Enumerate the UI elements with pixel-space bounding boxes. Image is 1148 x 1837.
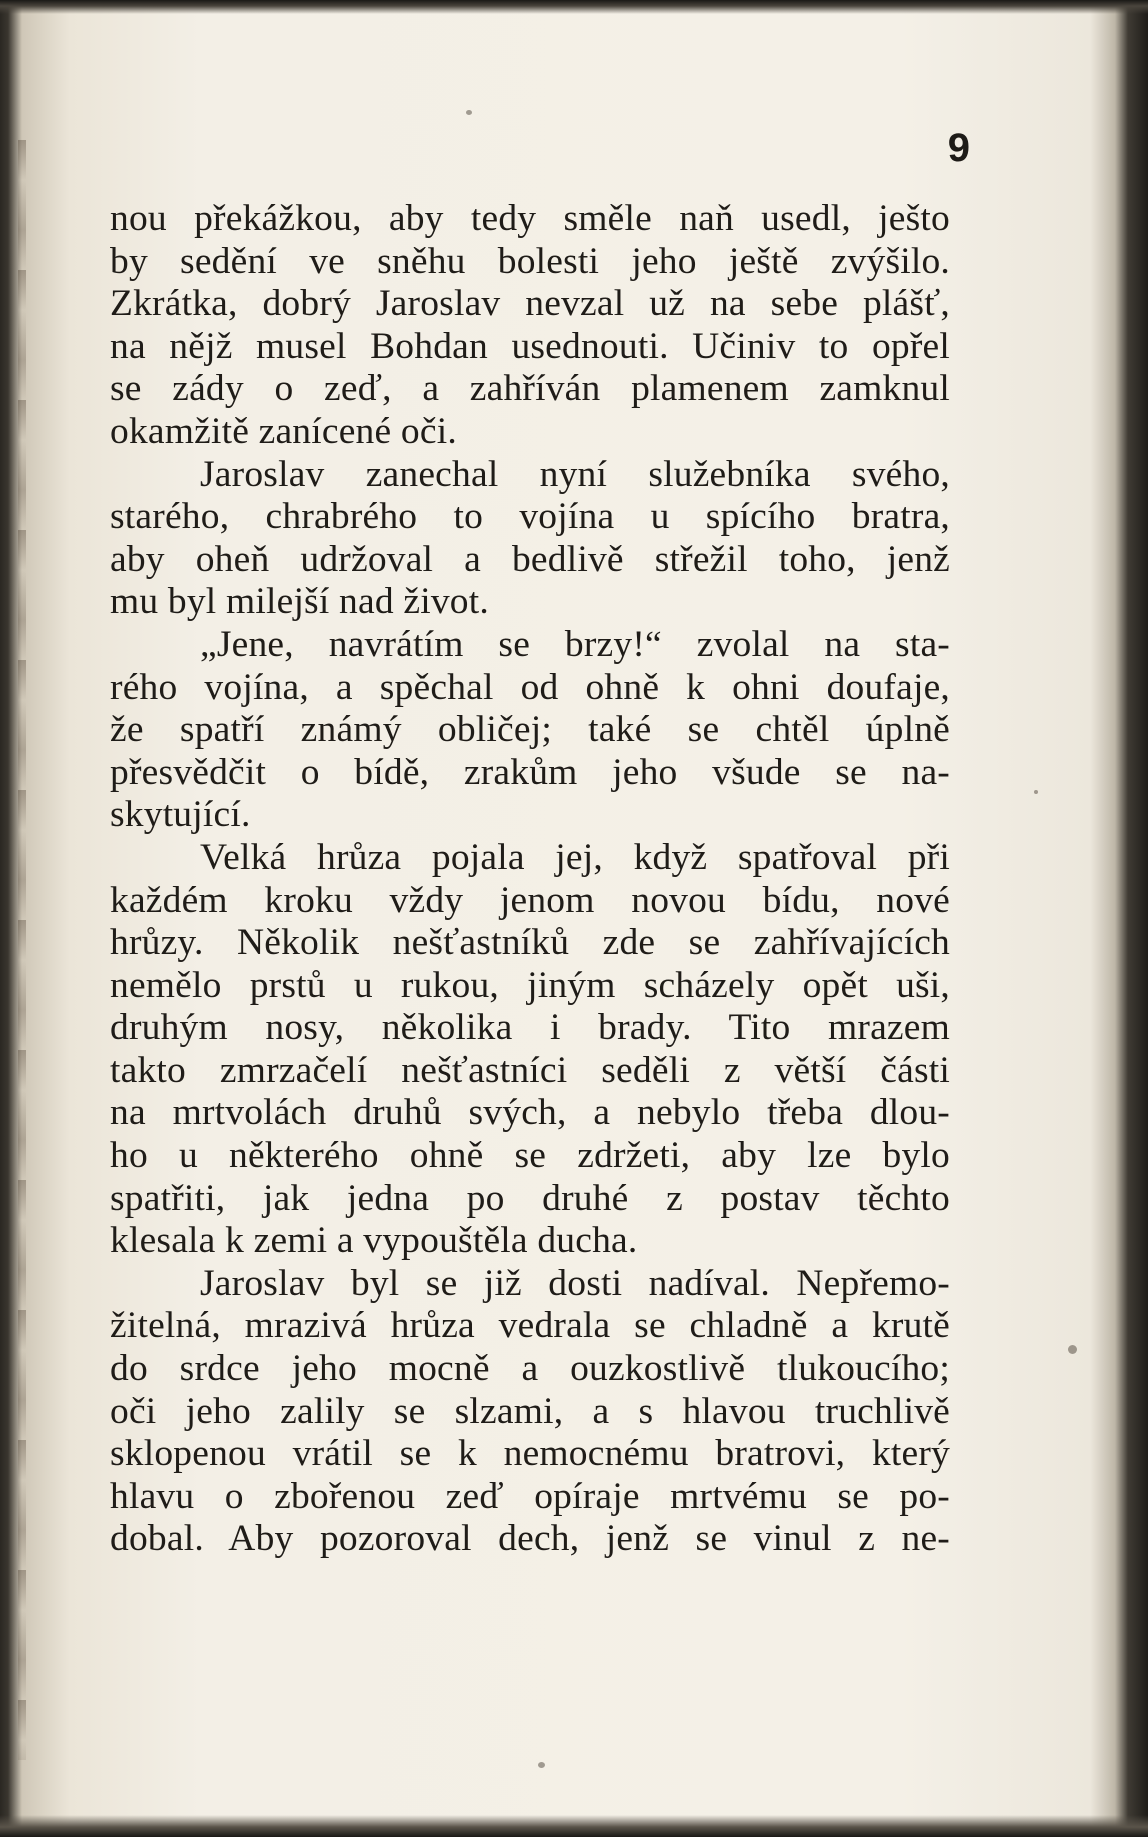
text-line: každém kroku vždy jenom novou bídu, nové (110, 879, 950, 921)
text-line: klesala k zemi a vypouštěla ducha. (110, 1220, 638, 1262)
text-line: se zády o zeď, a zahříván plamenem zamknul (110, 368, 950, 410)
text-line: přesvědčit o bídě, zrakům jeho všude se na- (110, 751, 950, 793)
text-line: žitelná, mrazivá hrůza vedrala se chladně a krutě (110, 1305, 950, 1347)
text-line: hlavu o zbořenou zeď opíraje mrtvému se po- (110, 1475, 950, 1517)
text-line: rého vojína, a spěchal od ohně k ohni doufaje, (110, 666, 950, 708)
text-line: Jaroslav byl se již dosti nadíval. Nepřemo- (200, 1262, 950, 1304)
text-line: že spatří známý obličej; také se chtěl úplně (110, 709, 950, 751)
text-line: starého, chrabrého to vojína u spícího bratra, (110, 496, 950, 538)
binding-gutter (18, 140, 26, 1760)
bottom-edge-shadow (0, 1815, 1148, 1837)
text-line: nou překážkou, aby tedy směle naň usedl, ješto (110, 198, 950, 239)
text-line: „Jene, navrátím se brzy!“ zvolal na sta- (200, 623, 950, 665)
text-line: ho u některého ohně se zdržeti, aby lze bylo (110, 1135, 950, 1177)
text-line: spatřiti, jak jedna po druhé z postav těchto (110, 1177, 950, 1219)
text-line: nemělo prstů u rukou, jiným scházely opět uši, (110, 964, 950, 1006)
text-line: na mrtvolách druhů svých, a nebylo třeba dlou- (110, 1092, 950, 1134)
paper-speck (1068, 1345, 1077, 1354)
text-line: sklopenou vrátil se k nemocnému bratrovi, který (110, 1433, 950, 1475)
text-line: aby oheň udržoval a bedlivě střežil toho, jenž (110, 538, 950, 580)
body-text (110, 198, 950, 1561)
paper-speck (466, 110, 472, 115)
paper-speck (1034, 790, 1038, 794)
text-line: by sedění ve sněhu bolesti jeho ještě zvýšilo. (110, 240, 950, 282)
text-line: hrůzy. Několik nešťastníků zde se zahřívajících (110, 922, 950, 964)
text-line: skytující. (110, 794, 251, 836)
text-line: Zkrátka, dobrý Jaroslav nevzal už na sebe plášť, (110, 283, 950, 325)
text-line: do srdce jeho mocně a ouzkostlivě tlukoucího; (110, 1348, 950, 1390)
text-line: Velká hrůza pojala jej, když spatřoval při (200, 836, 950, 878)
text-line: Jaroslav zanechal nyní služebníka svého, (200, 453, 950, 495)
text-line: takto zmrzačelí nešťastníci seděli z větší části (110, 1049, 950, 1091)
text-line: oči jeho zalily se slzami, a s hlavou truchlivě (110, 1390, 950, 1432)
text-line: okamžitě zanícené oči. (110, 410, 457, 452)
paper-speck (538, 1762, 545, 1768)
text-line: na nějž musel Bohdan usednouti. Učiniv to opřel (110, 325, 950, 367)
text-line: dobal. Aby pozoroval dech, jenž se vinul z ne- (110, 1518, 950, 1560)
page-number: 9 (947, 126, 970, 170)
text-line: druhým nosy, několika i brady. Tito mrazem (110, 1007, 950, 1049)
top-edge-shadow (0, 0, 1148, 14)
text-line: mu byl milejší nad život. (110, 581, 489, 623)
